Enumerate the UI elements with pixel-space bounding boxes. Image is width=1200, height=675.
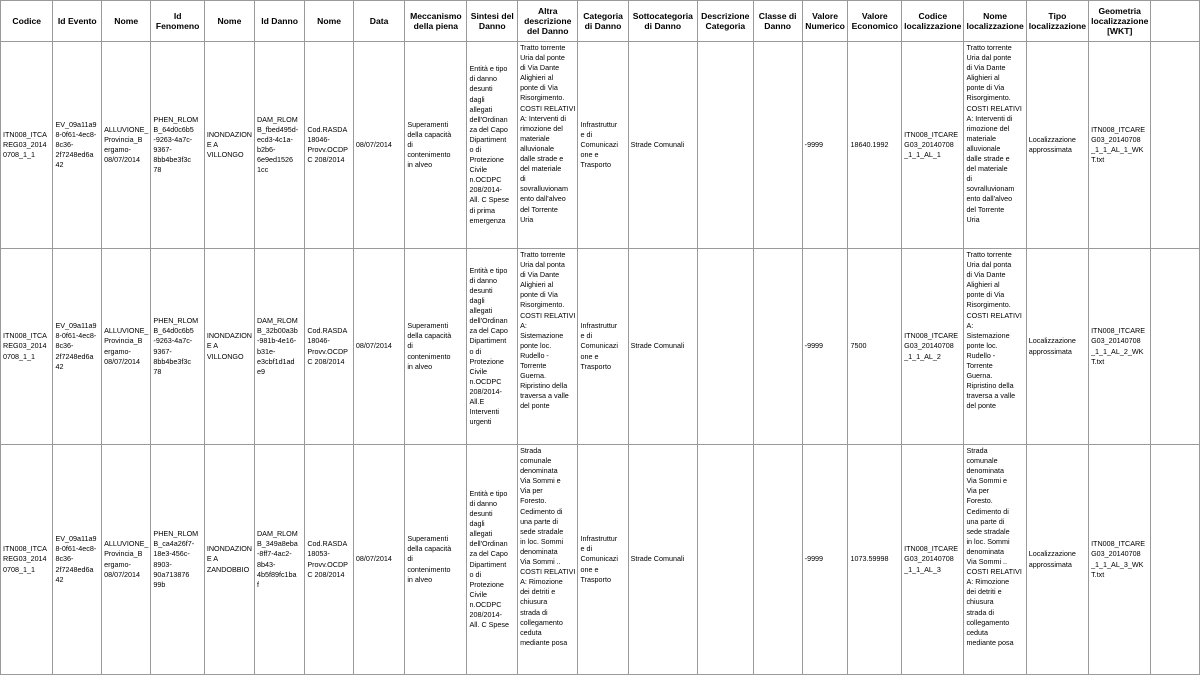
cell-value: ITN008_ITCARE G03_20140708 _1_1_AL_1_WK T.txt <box>1091 124 1145 165</box>
table-cell[interactable] <box>53 445 102 675</box>
cell-value: ALLUVIONE_ Provincia_B ergamo- 08/07/2014 <box>104 124 149 165</box>
cell-value: ITN008_ITCARE G03_20140708 _1_1_AL_2_WK T.txt <box>1091 326 1145 366</box>
table-cell[interactable] <box>102 445 151 675</box>
table-cell[interactable] <box>204 42 254 249</box>
table-cell[interactable] <box>697 42 753 249</box>
header-label: Valore Economico <box>851 11 898 31</box>
table-cell[interactable] <box>353 445 404 675</box>
header-valore-economico[interactable] <box>848 1 902 42</box>
header-data[interactable] <box>353 1 404 42</box>
cell-value: Strada comunale denominata Via Sommi e Via per Foresto. Cedimento di una parte di sede stradale in loc. Sommi denominata Via Sommi .. COSTI RELATIVI A: Rimozione dei detriti e chiusura strada di collegamento ceduta mediante posa <box>520 446 576 647</box>
table-cell[interactable] <box>697 445 753 675</box>
cell-value: INONDAZION E A VILLONGO <box>206 331 252 361</box>
table-cell[interactable] <box>305 445 354 675</box>
cell-value: Strada comunale denominata Via Sommi e Via per Foresto. Cedimento di una parte di sede stradale in loc. Sommi denominata Via Sommi .. COSTI RELATIVI A: Rimozione dei detriti e chiusura strada di collegamento ceduta mediante posa <box>966 446 1022 647</box>
cell-value: Tratto torrente Uria dal ponte di Via Dante Alighieri al ponte di Via Risorgimento. COSTI RELATIVI A: Interventi di rimozione del materiale alluvionale dalle strade e del materiale di sovralluvionam ento dall'alveo del Torrente Uria <box>520 43 576 224</box>
table-cell[interactable] <box>964 249 1026 445</box>
cell-value: Entità e tipo di danno desunti dagli allegati dell'Ordinan za del Capo Dipartiment o di Protezione Civile n.OCDPC 208/2014- All. C Spese <box>469 488 510 630</box>
cell-value: Cod.RASDA 18046- Provv.OCDP C 208/2014 <box>307 326 348 366</box>
cell-value: ITN008_ITCARE G03_20140708 _1_1_AL_1 <box>904 129 959 160</box>
header-sottocategoria[interactable] <box>628 1 697 42</box>
cell-value: ITN008_ITCA REG03_2014 0708_1_1 <box>3 544 47 574</box>
table-cell[interactable] <box>753 249 802 445</box>
header-altra-descrizione[interactable] <box>518 1 578 42</box>
header-label: Id Danno <box>261 16 299 26</box>
cell-value: 08/07/2014 <box>355 554 392 564</box>
table-row <box>1 42 1200 249</box>
table-cell[interactable] <box>697 249 753 445</box>
table-cell[interactable] <box>578 249 628 445</box>
header-sintesi[interactable] <box>467 1 518 42</box>
table-cell[interactable] <box>102 249 151 445</box>
table-cell[interactable] <box>405 249 467 445</box>
table-cell[interactable] <box>53 249 102 445</box>
cell-value: Localizzazione approssimata <box>1028 336 1076 356</box>
cell-value: PHEN_RLOM B_ca4a26f7- 18e3-456c- 8903- 90a713876 99b <box>153 529 199 589</box>
header-codice-localizzazione[interactable] <box>902 1 964 42</box>
cell-value: Tratto torrente Uria dal ponta di Via Dante Alighieri al ponte di Via Risorgimento. COSTI RELATIVI A: Sistemazione ponte loc. Rudello - Torrente Guerna. Ripristino della traversa a valle del ponte <box>520 250 576 411</box>
table-cell[interactable] <box>1026 445 1088 675</box>
cell-value: EV_09a11a9 8-0f61-4ec8- 8c36- 2f7248ed6a 42 <box>55 321 97 371</box>
header-label: Id Evento <box>57 16 97 26</box>
header-valore-numerico[interactable] <box>802 1 848 42</box>
table-cell[interactable] <box>1026 42 1088 249</box>
header-classe[interactable] <box>753 1 802 42</box>
table-cell[interactable] <box>518 42 578 249</box>
cell-value: -9999 <box>804 554 824 564</box>
table-cell[interactable] <box>204 445 254 675</box>
table-cell[interactable] <box>628 42 697 249</box>
table-cell[interactable] <box>1151 445 1200 675</box>
header-label: Nome localizzazione <box>966 11 1024 31</box>
table-cell[interactable] <box>902 249 964 445</box>
cell-value: 1073.59998 <box>850 554 889 564</box>
table-cell[interactable] <box>518 445 578 675</box>
table-cell[interactable] <box>578 42 628 249</box>
header-id-danno[interactable] <box>254 1 304 42</box>
header-nome-fenomeno[interactable] <box>204 1 254 42</box>
header-label: Codice localizzazione <box>904 11 962 31</box>
header-label: Classe di Danno <box>758 11 797 31</box>
header-nome-evento[interactable] <box>102 1 151 42</box>
table-cell[interactable] <box>305 249 354 445</box>
table-cell[interactable] <box>802 445 848 675</box>
cell-value: -9999 <box>804 341 824 351</box>
header-label: Nome <box>217 16 242 26</box>
cell-value: EV_09a11a9 8-0f61-4ec8- 8c36- 2f7248ed6a 42 <box>55 119 97 170</box>
cell-value: PHEN_RLOM B_64d0c6b5 -9263-4a7c- 9367- 8bb4be3f3c 78 <box>153 316 199 376</box>
table-cell[interactable] <box>254 42 304 249</box>
table-cell[interactable] <box>1089 42 1151 249</box>
cell-value: ITN008_ITCARE G03_20140708 _1_1_AL_3 <box>904 544 959 574</box>
cell-value: 08/07/2014 <box>355 341 392 351</box>
cell-value: 08/07/2014 <box>355 139 392 149</box>
cell-value: Tratto torrente Uria dal ponta di Via Dante Alighieri al ponte di Via Risorgimento. COSTI RELATIVI A: Sistemazione ponte loc. Rudello - Torrente Guerna. Ripristino della traversa a valle del ponte <box>966 250 1022 411</box>
table-cell[interactable] <box>578 445 628 675</box>
header-label: Descrizione Categoria <box>701 11 750 31</box>
table-cell[interactable] <box>254 249 304 445</box>
header-label: Id Fenomeno <box>155 11 200 31</box>
header-id-evento[interactable] <box>53 1 102 42</box>
header-label: Tipo localizzazione <box>1028 11 1087 31</box>
table-cell[interactable] <box>1026 249 1088 445</box>
header-label: Data <box>369 16 389 26</box>
table-cell[interactable] <box>1 42 53 249</box>
table-cell[interactable] <box>848 445 902 675</box>
table-cell[interactable] <box>1089 445 1151 675</box>
cell-value: Infrastruttur e di Comunicazi one e Trasporto <box>580 119 619 170</box>
cell-value: ITN008_ITCARE G03_20140708 _1_1_AL_3_WK T.txt <box>1091 539 1145 579</box>
table-cell[interactable] <box>151 42 204 249</box>
header-label: Sintesi del Danno <box>470 11 514 31</box>
table-cell[interactable] <box>848 42 902 249</box>
table-cell[interactable] <box>964 42 1026 249</box>
cell-value: 7500 <box>850 341 867 351</box>
table-cell[interactable] <box>1151 42 1200 249</box>
table-cell[interactable] <box>305 42 354 249</box>
table-row <box>1 249 1200 445</box>
header-label: Geometria localizzazione [WKT] <box>1091 6 1149 36</box>
header-meccanismo[interactable] <box>405 1 467 42</box>
table-cell[interactable] <box>753 42 802 249</box>
table-cell[interactable] <box>902 42 964 249</box>
header-nome-danno[interactable] <box>305 1 354 42</box>
cell-value: Strade Comunali <box>630 341 685 351</box>
header-geometria[interactable] <box>1089 1 1151 42</box>
table-cell[interactable] <box>1089 249 1151 445</box>
table-cell[interactable] <box>467 249 518 445</box>
cell-value: ALLUVIONE_ Provincia_B ergamo- 08/07/2014 <box>104 326 149 366</box>
table-cell[interactable] <box>405 445 467 675</box>
cell-value: Infrastruttur e di Comunicazi one e Trasporto <box>580 321 619 371</box>
cell-value: Localizzazione approssimata <box>1028 549 1076 569</box>
header-label: Sottocategoria di Danno <box>632 11 693 31</box>
cell-value: Tratto torrente Uria dal ponte di Via Dante Alighieri al ponte di Via Risorgimento. COSTI RELATIVI A: Interventi di rimozione del materiale alluvionale dalle strade e del materiale di sovralluvionam ento dall'alveo del Torrente Uria <box>966 43 1022 224</box>
table-cell[interactable] <box>254 445 304 675</box>
cell-value: Superamenti della capacità di contenimento in alveo <box>407 534 452 584</box>
header-nome-localizzazione[interactable] <box>964 1 1026 42</box>
header-row <box>1 1 1200 42</box>
cell-value: Strade Comunali <box>630 139 685 149</box>
table-cell[interactable] <box>353 42 404 249</box>
cell-value: Localizzazione approssimata <box>1028 134 1076 154</box>
header-label: Codice <box>12 16 42 26</box>
table-cell[interactable] <box>353 249 404 445</box>
cell-value: ITN008_ITCA REG03_2014 0708_1_1 <box>3 331 47 361</box>
header-empty[interactable] <box>1151 1 1200 42</box>
table-cell[interactable] <box>151 445 204 675</box>
header-codice[interactable] <box>1 1 53 42</box>
table-row <box>1 445 1200 675</box>
cell-value: Superamenti della capacità di contenimento in alveo <box>407 321 452 371</box>
table-cell[interactable] <box>467 445 518 675</box>
table-cell[interactable] <box>151 249 204 445</box>
cell-value: Strade Comunali <box>630 554 685 564</box>
table-cell[interactable] <box>1 249 53 445</box>
table-cell[interactable] <box>964 445 1026 675</box>
cell-value: Infrastruttur e di Comunicazi one e Trasporto <box>580 534 619 584</box>
cell-value: 18640.1992 <box>850 139 889 149</box>
cell-value: Superamenti della capacità di contenimento in alveo <box>407 119 452 170</box>
cell-value: DAM_RLOM B_32b00a3b -981b-4e16- b31e- e3cbf1d1ad e9 <box>256 316 298 376</box>
table-cell[interactable] <box>628 249 697 445</box>
table-cell[interactable] <box>848 249 902 445</box>
cell-value: Entità e tipo di danno desunti dagli allegati dell'Ordinan za del Capo Dipartiment o di Protezione Civile n.OCDPC 208/2014- All. C Spese di prima emergenza <box>469 64 510 225</box>
cell-value: INONDAZION E A ZANDOBBIO <box>206 544 252 574</box>
cell-value: ALLUVIONE_ Provincia_B ergamo- 08/07/2014 <box>104 539 149 579</box>
cell-value: ITN008_ITCARE G03_20140708 _1_1_AL_2 <box>904 331 959 361</box>
table-body <box>1 42 1200 675</box>
table-cell[interactable] <box>802 249 848 445</box>
header-descrizione-categoria[interactable] <box>697 1 753 42</box>
cell-value: INONDAZION E A VILLONGO <box>206 129 252 160</box>
cell-value: DAM_RLOM B_fbed495d- ecd3-4c1a- b2b6- 6e9ed1526 1cc <box>256 114 299 175</box>
table-cell[interactable] <box>518 249 578 445</box>
table-cell[interactable] <box>405 42 467 249</box>
table-cell[interactable] <box>467 42 518 249</box>
cell-value: Entità e tipo di danno desunti dagli allegati dell'Ordinan za del Capo Dipartiment o di Protezione Civile n.OCDPC 208/2014- All.E Interventi urgenti <box>469 265 508 427</box>
table-cell[interactable] <box>204 249 254 445</box>
cell-value: PHEN_RLOM B_64d0c6b5 -9263-4a7c- 9367- 8bb4be3f3c 78 <box>153 114 199 175</box>
header-label: Valore Numerico <box>805 11 845 31</box>
header-tipo-localizzazione[interactable] <box>1026 1 1088 42</box>
cell-value: ITN008_ITCA REG03_2014 0708_1_1 <box>3 129 47 160</box>
table-cell[interactable] <box>1 445 53 675</box>
cell-value: DAM_RLOM B_349a8eba -8ff7-4ac2- 8b43- 4b5f89fc1ba f <box>256 529 298 589</box>
table-cell[interactable] <box>802 42 848 249</box>
table-cell[interactable] <box>1151 249 1200 445</box>
cell-value: -9999 <box>804 139 824 149</box>
table-cell[interactable] <box>902 445 964 675</box>
table-cell[interactable] <box>753 445 802 675</box>
header-label: Altra descrizione del Danno <box>524 6 572 36</box>
table-cell[interactable] <box>102 42 151 249</box>
cell-value: EV_09a11a9 8-0f61-4ec8- 8c36- 2f7248ed6a 42 <box>55 534 97 584</box>
header-id-fenomeno[interactable] <box>151 1 204 42</box>
header-label: Nome <box>114 16 139 26</box>
table-cell[interactable] <box>53 42 102 249</box>
cell-value: Cod.RASDA 18046- Provv.OCDP C 208/2014 <box>307 124 348 165</box>
header-categoria[interactable] <box>578 1 628 42</box>
cell-value: Cod.RASDA 18053- Provv.OCDP C 208/2014 <box>307 539 348 579</box>
header-label: Categoria di Danno <box>583 11 623 31</box>
header-label: Nome <box>317 16 342 26</box>
header-label: Meccanismo della piena <box>410 11 462 31</box>
table-cell[interactable] <box>628 445 697 675</box>
